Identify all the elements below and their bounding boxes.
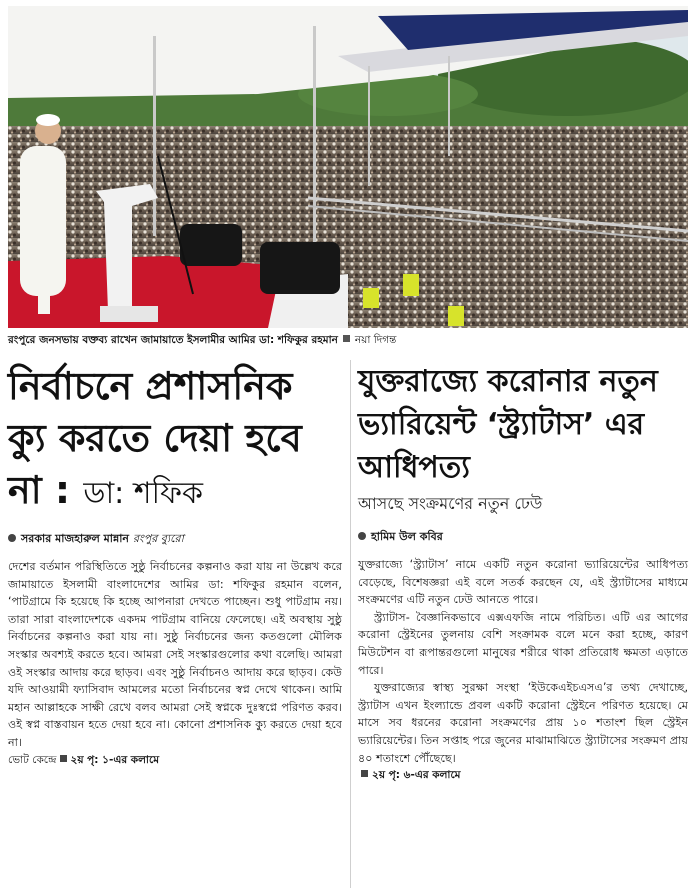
bullet-icon xyxy=(8,534,16,542)
separator-square-icon xyxy=(343,335,350,342)
body-right xyxy=(358,556,688,784)
byline-right xyxy=(358,528,688,546)
jump-left[interactable] xyxy=(8,752,342,769)
headline-left-text: নির্বাচনে প্রশাসনিক ক্যু করতে দেয়া হবে না : xyxy=(8,364,302,512)
body-right-paragraph-3: যুক্তরাজ্যের স্বাস্থ্য সুরক্ষা সংস্থা ‘ইউকেএইচএসএ’র তথ্য দেখাচ্ছে, স্ট্র্যাটাস এখন ইংল্যান্ডে প্রবল একটি করোনা স্ট্রেইনে পরিণত হয়েছে। মে মাসে সব ধরনের করোনা সংক্রমণের প্রায় ১০ শতাংশ ছিল স্ট্রেইন ভ্যারিয়েন্টের। তিন সপ্তাহ পরে জুনের মাঝামাঝিতে স্ট্র্যাটাসের সংক্রমণ প্রায় ৪০ শতাংশে পৌঁছেছে। xyxy=(358,681,688,765)
caption-text: রংপুরে জনসভায় বক্তব্য রাখেন জামায়াতে ইসলামীর আমির ডা: শফিকুর রহমান xyxy=(8,334,338,346)
body-left-paragraph: দেশের বর্তমান পরিস্থিতিতে সুষ্ঠু নির্বাচনের কল্পনাও করা যায় না উল্লেখ করে জামায়াতে ইসলামী বাংলাদেশের আমির ডা: শফিকুর রহমান বলেন, ‘পাটগ্রামে কি হয়েছে কি হচ্ছে আপনারা দেখতে পাচ্ছেন। শুধু পাটগ্রাম নয়। তারা সারা বাংলাদেশকে একদম পাটগ্রাম বানিয়ে ফেলেছে। এই অবস্থায় সুষ্ঠু নির্বাচনের কল্পনাও করা যায় না। সুষ্ঠু নির্বাচনের জন্য কতগুলো মৌলিক সংস্কার অবশ্যই করতে হবে। আমরা সেই সংস্কারগুলোর কথা বলেছি। আমরা ওই সংস্কার আদায় করে ছাড়ব। এবং সুষ্ঠু নির্বাচনও আদায় করে ছাড়ব। কেউ যদি আওয়ামী ফ্যাসিবাদ আমলের মতো নির্বাচনের স্বপ্ন দেখে থাকেন। আমি মহান আল্লাহকে সাক্ষী রেখে বলব আমরা সেই স্বপ্নকে দুঃস্বপ্নে পরিণত করব। ওই স্বপ্ন বাস্তবায়ন হতে দেয়া হবে না। কোনো প্রশাসনিক ক্যু করতে দেয়া হবে না। xyxy=(8,560,342,749)
jump-left-prefix: ভোট কেন্দ্রে xyxy=(8,753,57,766)
body-left xyxy=(8,558,342,769)
article-right xyxy=(358,360,688,784)
bullet-icon xyxy=(358,532,366,540)
jump-left-ref: ২য় পৃ: ১-এর কলামে xyxy=(70,753,160,766)
byline-left-author: সরকার মাজহারুল মান্নান xyxy=(21,532,129,545)
caption-credit: নয়া দিগন্ত xyxy=(354,334,397,346)
rally-photo xyxy=(8,6,688,328)
byline-left xyxy=(8,530,342,548)
headline-right[interactable]: যুক্তরাজ্যে করোনার নতুন ভ্যারিয়েন্ট ‘স্ট্র্যাটাস’ এর আধিপত্য xyxy=(358,364,658,485)
rally-photo-illustration xyxy=(8,6,688,328)
article-left xyxy=(8,360,342,769)
photo-caption xyxy=(8,331,688,349)
jump-square-icon xyxy=(361,770,368,777)
byline-right-author: হামিম উল কবির xyxy=(371,530,443,543)
jump-right-ref: ২য় পৃ: ৬-এর কলামে xyxy=(372,769,461,782)
column-divider xyxy=(350,360,351,888)
jump-square-icon xyxy=(60,755,67,762)
jump-right[interactable] xyxy=(358,767,688,784)
body-right-paragraph-2: স্ট্র্যাটাস- বৈজ্ঞানিকভাবে এক্সএফজি নামে পরিচিত। এটি এর আগের করোনা স্ট্রেইনের তুলনায় বেশি সংক্রামক বলে মনে করা হচ্ছে, কারণ মিউটেশন বা রূপান্তরগুলো মানুষের শরীরে থাকা প্রতিরোধ ক্ষমতা এড়াতে পারে। xyxy=(358,610,688,677)
subhead-right: আসছে সংক্রমণের নতুন ঢেউ xyxy=(358,494,543,513)
headline-left-suffix: ডা: শফিক xyxy=(83,476,204,511)
headline-left[interactable] xyxy=(8,360,342,520)
byline-left-desk: রংপুর ব্যুরো xyxy=(133,532,184,545)
body-right-paragraph-1: যুক্তরাজ্যে ‘স্ট্র্যাটাস’ নামে একটি নতুন করোনা ভ্যারিয়েন্টের আধিপত্য বেড়েছে, বিশেষজ্ঞরা এই বলে সতর্ক করছেন যে, এই স্ট্র্যাটাসের মাধ্যমে সংক্রমণের এটি নতুন ঢেউ আনতে পারে। xyxy=(358,558,688,607)
